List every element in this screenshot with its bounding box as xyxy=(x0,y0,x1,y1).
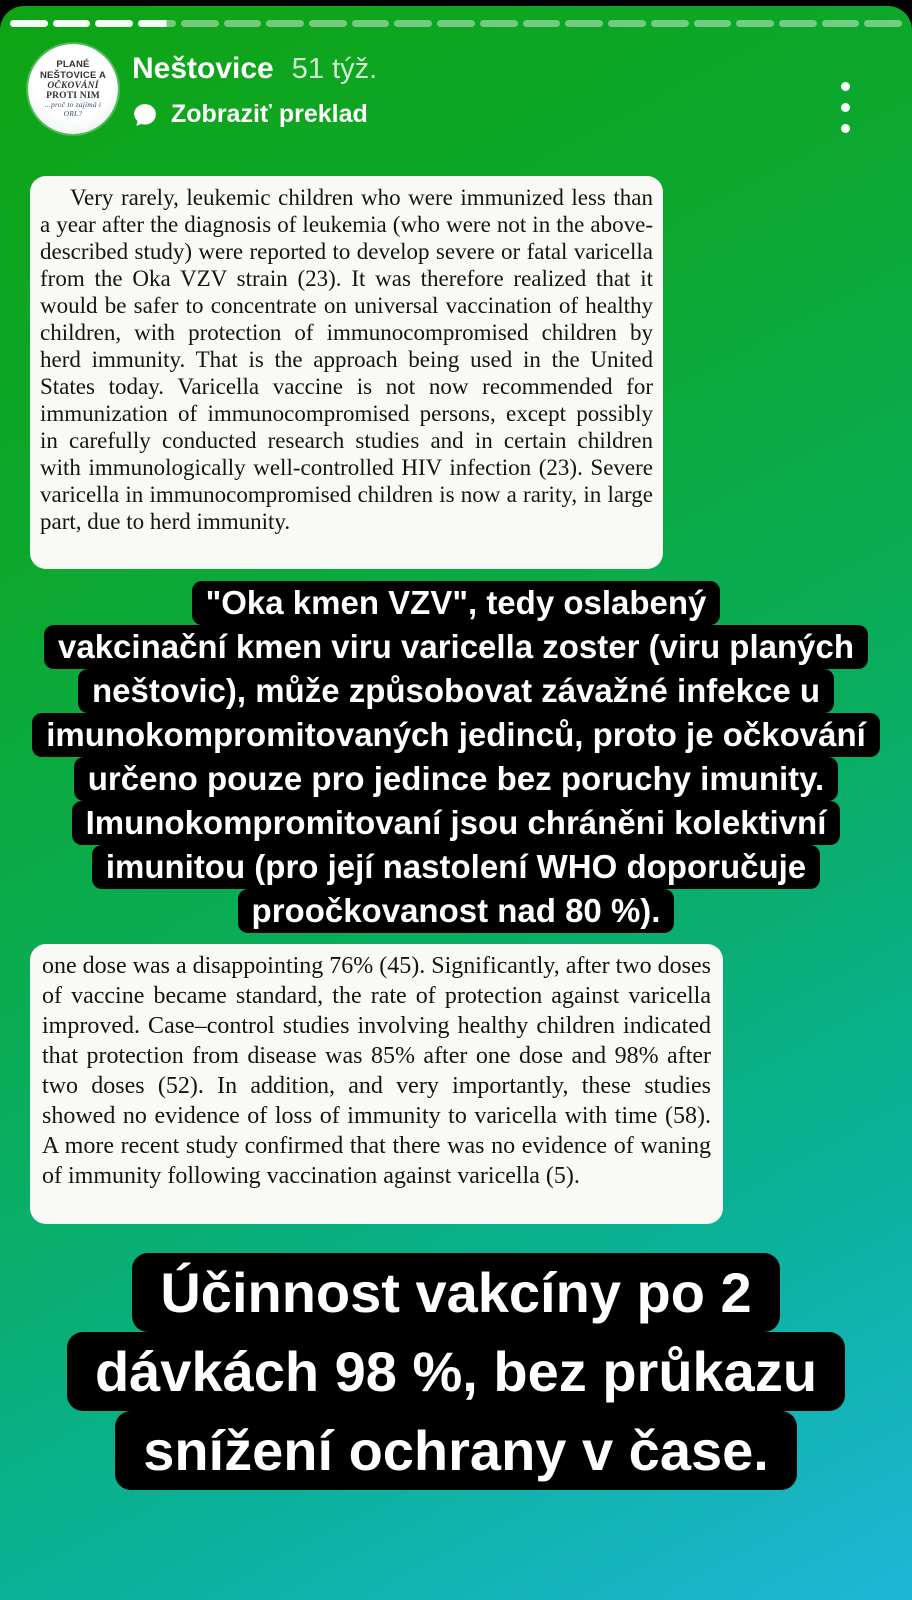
story-progress-bar xyxy=(10,20,902,27)
journal-excerpt-2 xyxy=(30,944,723,1224)
show-translation-button[interactable] xyxy=(132,100,368,129)
avatar-text: PLANÉ NEŠTOVICE A OČKOVÁNÍ PROTI NIM ...proč to zajímá i ORL? xyxy=(39,59,107,118)
avatar[interactable] xyxy=(28,44,118,134)
speech-bubble-icon xyxy=(132,102,158,128)
story-header xyxy=(132,52,377,86)
story-card xyxy=(0,6,912,1600)
story-timestamp: 51 týž. xyxy=(291,53,378,85)
journal-excerpt-1 xyxy=(30,176,663,569)
czech-caption-2: Účinnost vakcíny po 2 dávkách 98 %, bez průkazu snížení ochrany v čase. xyxy=(0,1253,912,1490)
username[interactable]: Neštovice xyxy=(132,52,274,85)
journal-excerpt-2-text: one dose was a disappointing 76% (45). Significantly, after two doses of vaccine became standard, the rate of protection against varicella improved. Case–control studies involving healthy children indicated that protection from disease was 85% after one dose and 98% after two doses (52). In addition, and very importantly, these studies showed no evidence of loss of immunity to varicella with time (58). A more recent study confirmed that there was no evidence of waning of immunity following vaccination against varicella (5). xyxy=(42,953,711,1189)
czech-caption-1: "Oka kmen VZV", tedy oslabený vakcinační kmen viru varicella zoster (viru planých neštovic), může způsobovat závažné infekce u imunokompromitovaných jedinců, proto je očkování určeno pouze pro jedince bez poruchy imunity. Imunokompromitovaní jsou chráněni kolektivní imunitou (pro její nastolení WHO doporučuje proočkovanost nad 80 %). xyxy=(0,581,912,933)
show-translation-label: Zobraziť preklad xyxy=(171,100,368,128)
kebab-menu-icon[interactable] xyxy=(840,82,850,133)
journal-excerpt-1-text: Very rarely, leukemic children who were immunized less than a year after the diagnosis of leukemia (who were not in the above-described study) were reported to develop severe or fatal varicella from the Oka VZV strain (23). It was therefore realized that it would be safer to concentrate on universal vaccination of healthy children, with protection of immunocompromised children by herd immunity. That is the approach being used in the United States today. Varicella vaccine is not now recommended for immunization of immunocompromised persons, except possibly in carefully conducted research studies and in certain children with immunologically well-controlled HIV infection (23). Severe varicella in immunocompromised children is now a rarity, in large part, due to herd immunity. xyxy=(40,185,653,534)
